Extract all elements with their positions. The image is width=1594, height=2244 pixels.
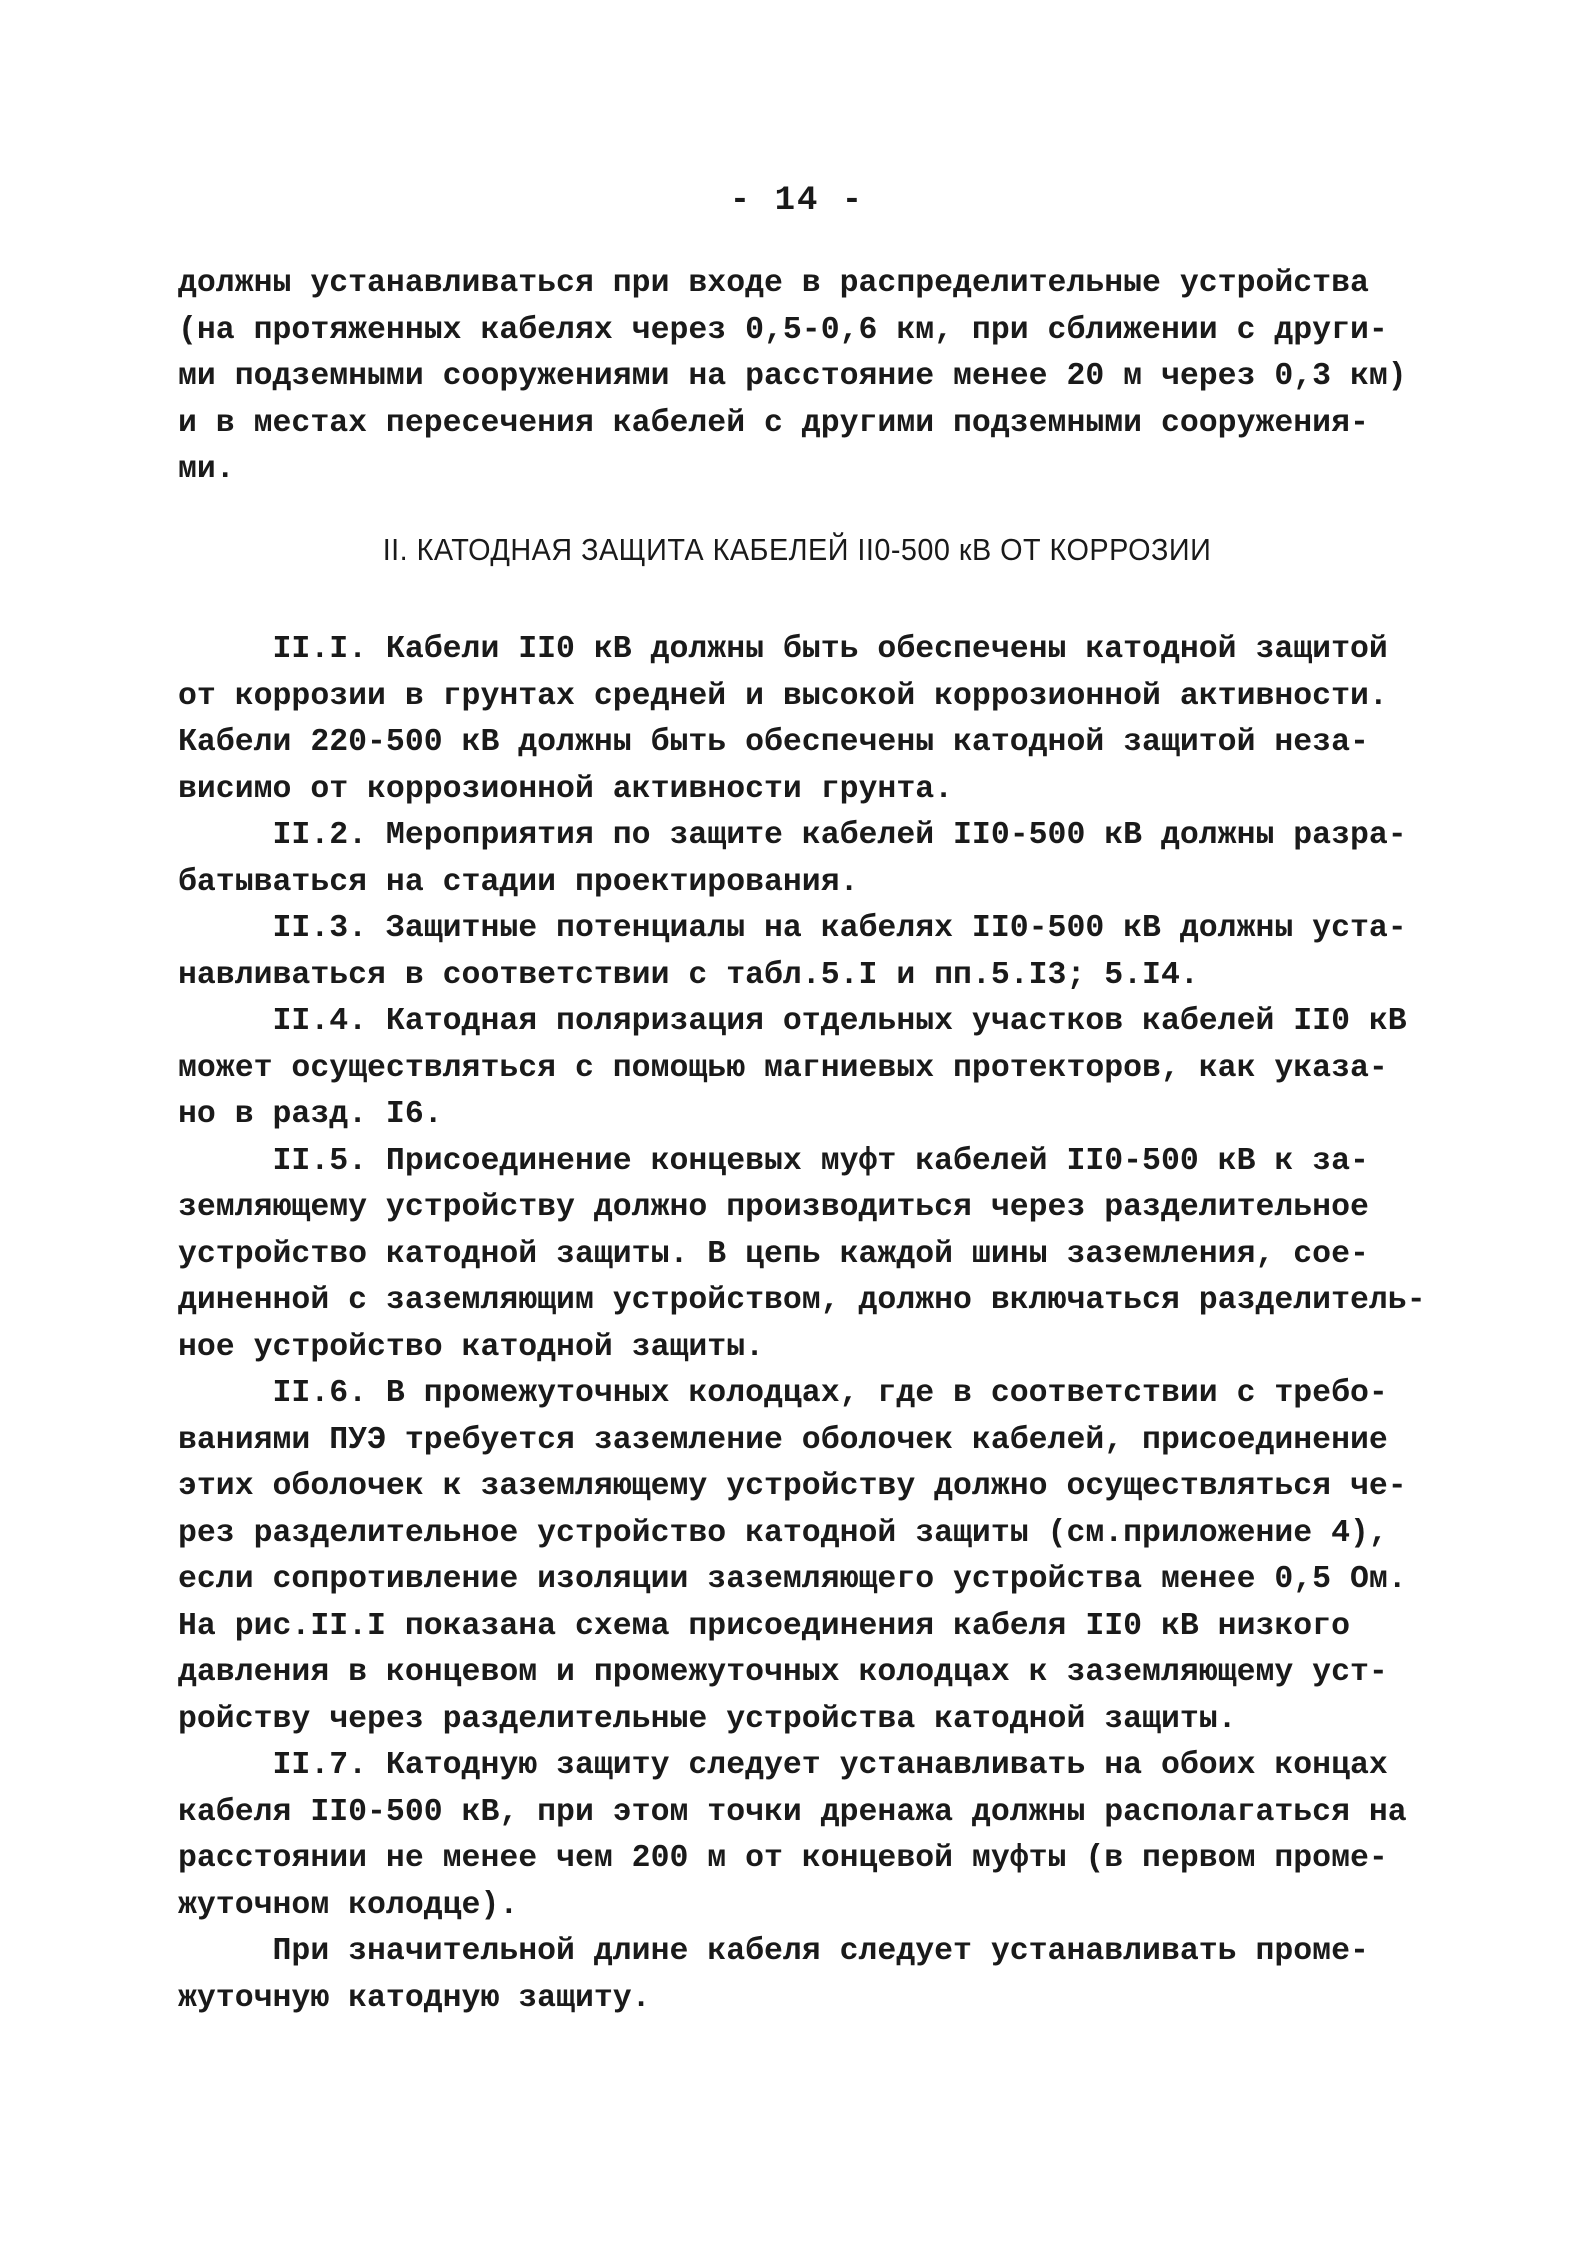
text-line: если сопротивление изоляции заземляющего устройства менее 0,5 Ом. [178,1562,1407,1597]
section-body [178,627,1433,2022]
text-line: навливаться в соответствии с табл.5.I и пп.5.I3; 5.I4. [178,957,1199,993]
text-line: кабеля II0-500 кВ, при этом точки дренажа должны располагаться на [178,1794,1407,1830]
text-line: II.7. Катодную защиту следует устанавливать на обоих концах [178,1748,1388,1783]
text-line: II.6. В промежуточных колодцах, где в соответствии с требо- [178,1376,1388,1411]
text-line: батываться на стадии проектирования. [178,864,859,900]
text-line: ваниями ПУЭ требуется заземление оболочек кабелей, присоединение [178,1422,1388,1458]
text-line: ройству через разделительные устройства катодной защиты. [178,1701,1237,1737]
text-line: и в местах пересечения кабелей с другими подземными сооружения- [178,405,1369,441]
text-line: II.3. Защитные потенциалы на кабелях II0-500 кВ должны уста- [178,911,1407,946]
page-number: - 14 - [729,182,865,220]
text-line: от коррозии в грунтах средней и высокой коррозионной активности. [178,678,1388,714]
text-line: II.2. Мероприятия по защите кабелей II0-500 кВ должны разра- [178,818,1407,853]
text-line: ми подземными сооружениями на расстояние менее 20 м через 0,3 км) [178,359,1407,394]
text-line: но в разд. I6. [178,1097,443,1132]
text-line: диненной с заземляющим устройством, должно включаться разделитель- [178,1283,1426,1318]
text-line: ное устройство катодной защиты. [178,1329,764,1365]
section-title: II. КАТОДНАЯ ЗАЩИТА КАБЕЛЕЙ II0-500 кВ ОТ КОРРОЗИИ [382,532,1212,567]
text-line: висимо от коррозионной активности грунта. [178,771,954,807]
text-line: может осуществляться с помощью магниевых протекторов, как указа- [178,1050,1388,1086]
text-line: (на протяженных кабелях через 0,5-0,6 км, при сближении с други- [178,312,1388,348]
text-line: расстоянии не менее чем 200 м от концевой муфты (в первом проме- [178,1841,1388,1876]
text-line: этих оболочек к заземляющему устройству должно осуществляться че- [178,1469,1407,1504]
text-line: II.5. Присоединение концевых муфт кабелей II0-500 кВ к за- [178,1143,1369,1179]
text-line: устройство катодной защиты. В цепь каждой шины заземления, сое- [178,1236,1369,1272]
text-line: давления в концевом и промежуточных колодцах к заземляющему уст- [178,1655,1388,1690]
text-line: рез разделительное устройство катодной защиты (см.приложение 4), [178,1515,1388,1551]
text-line: II.I. Кабели II0 кВ должны быть обеспечены катодной защитой [178,632,1388,667]
text-line: жуточную катодную защиту. [178,1980,651,2016]
text-line: На рис.II.I показана схема присоединения кабеля II0 кВ низкого [178,1608,1350,1644]
text-line: При значительной длине кабеля следует устанавливать проме- [178,1934,1369,1969]
text-line: Кабели 220-500 кВ должны быть обеспечены катодной защитой неза- [178,725,1369,760]
intro-paragraph [178,261,1433,494]
text-line: ми. [178,452,235,487]
text-line: II.4. Катодная поляризация отдельных участков кабелей II0 кВ [178,1004,1407,1039]
text-line: жуточном колодце). [178,1887,519,1923]
text-line: земляющему устройству должно производиться через разделительное [178,1190,1369,1225]
text-line: должны устанавливаться при входе в распределительные устройства [178,266,1369,301]
